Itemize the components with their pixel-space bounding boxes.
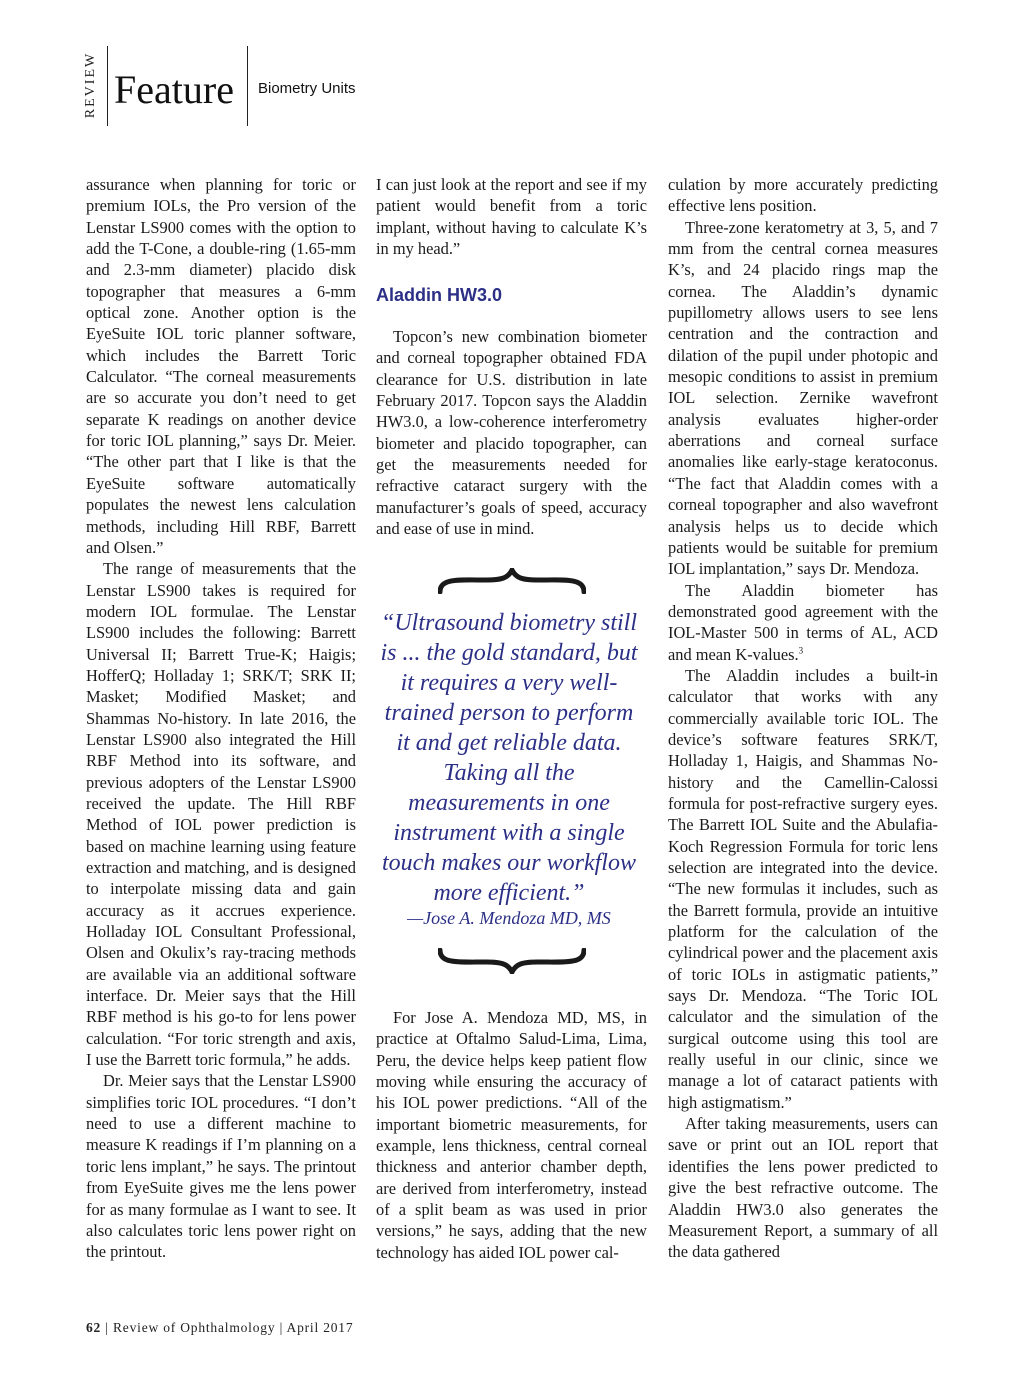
- article-column-2-bottom: [376, 1007, 647, 1263]
- footer-separator: |: [279, 1320, 284, 1335]
- page-number: 62: [86, 1320, 102, 1335]
- section-tag-review: [80, 44, 102, 126]
- article-column-3: [668, 174, 938, 1263]
- paragraph: culation by more accurately predicting effective lens position.: [668, 175, 938, 216]
- page-footer: [86, 1320, 353, 1336]
- publication-name: Review of Ophthalmology: [113, 1320, 276, 1335]
- paragraph: The Aladdin includes a built-in calculator that works with any commercially available toric IOL. The device’s software features SRK/T, Holladay 1, Haigis, and Shammas No-history and the Camellin-Calossi formula for post-refractive surgery eyes. The Barrett IOL Suite and the Abulafia-Koch Regression Formula for toric lens selection are integrated into the device. “The new formulas it includes, such as the Barrett formula, provide an intuitive platform for the calculation of the cylindrical power and the placement axis of toric IOLs in astigmatic patients,” says Dr. Mendoza. “The Toric IOL calculator and the simulation of the surgical outcome using this tool are really useful in our clinic, since we manage a lot of cataract patients with high astigmatism.”: [668, 665, 938, 1112]
- article-column-2-top: [376, 174, 647, 259]
- header-divider-left: [107, 46, 108, 126]
- subhead-aladdin: Aladdin HW3.0: [376, 285, 503, 305]
- article-column-2-middle: [376, 326, 647, 539]
- feature-title: Feature: [114, 67, 234, 112]
- open-brace-icon: [438, 568, 586, 594]
- paragraph: assurance when planning for toric or premium IOLs, the Pro version of the Lenstar LS900 comes with the option to add the T-Cone, a double-ring (1.65-mm and 2.3-mm diameter) placido disk topographer that measures a 6-mm optical zone. Another option is the EyeSuite IOL toric planner software, which includes the Barrett Toric Calculator. “The corneal measurements are so accurate you don’t need to get separate K readings on another device for toric IOL planning,” says Dr. Meier. “The other part that I like is that the EyeSuite software automatically populates the newest lens calculation methods, including Hill RBF, Barrett and Olsen.”: [86, 175, 356, 557]
- paragraph: For Jose A. Mendoza MD, MS, in practice at Oftalmo Salud-Lima, Lima, Peru, the device helps keep patient flow moving while ensuring the accuracy of his IOL power predictions. “All of the important biometric measurements, for example, lens thickness, central corneal thickness and anterior chamber depth, are derived from interferometry, instead of a split beam as was used in prior versions,” he says, adding that the new technology has aided IOL power cal-: [376, 1008, 647, 1262]
- paragraph: [668, 580, 938, 665]
- pull-quote: “Ultrasound biometry still is ... the gold standard, but it requires a very well-trained person to perform it and get reliable data. Taking all the measurements in one instrument with a single touch makes our workflow more efficient.”: [380, 610, 638, 906]
- pull-quote-attribution: —Jose A. Mendoza MD, MS: [407, 908, 611, 928]
- close-brace-icon: [438, 948, 586, 974]
- footer-separator: |: [105, 1320, 109, 1335]
- issue-date: April 2017: [286, 1320, 354, 1335]
- paragraph: The range of measurements that the Lenstar LS900 takes is required for modern IOL formulae. The Lenstar LS900 includes the following: Barrett Universal II; Barrett True-K; Haigis; HofferQ; Holladay 1; SRK/T; SRK II; Masket; Modified Masket; and Shammas No-history. In late 2016, the Lenstar LS900 also integrated the Hill RBF Method into its software, and previous adopters of the Lenstar LS900 received the update. The Hill RBF Method of IOL power prediction is based on machine learning using feature extraction and matching, and is designed to interpolate missing data and gain accuracy as it accrues experience. Holladay IOL Consultant Professional, Olsen and Okulix’s ray-tracing methods are available via an additional software interface. Dr. Meier says that the Hill RBF method is his go-to for lens power calculation. “For toric strength and axis, I use the Barrett toric formula,” he adds.: [86, 559, 356, 1070]
- review-label: REVIEW: [83, 51, 98, 119]
- paragraph: Dr. Meier says that the Lenstar LS900 simplifies toric IOL procedures. “I don’t need to use a different machine to measure K readings if I’m planning on a toric lens implant,” he says. The printout from EyeSuite gives me the lens power for as many formulae as I want to see. It also calculates toric lens power right on the printout.: [86, 1071, 356, 1262]
- paragraph: I can just look at the report and see if my patient would benefit from a toric implant, without having to calculate K’s in my head.”: [376, 175, 647, 259]
- article-column-1: [86, 174, 356, 1263]
- paragraph: Three-zone keratometry at 3, 5, and 7 mm from the central cornea measures K’s, and 24 placido rings map the cornea. The Aladdin’s dynamic pupillometry allows users to see lens centration and the contraction and dilation of the pupil under photopic and mesopic conditions to assist in premium IOL selection. Zernike wavefront analysis evaluates higher-order aberrations and corneal surface anomalies like early-stage keratoconus. “The fact that Aladdin comes with a corneal topographer and also wavefront analysis helps us to decide which patients would be suitable for premium IOL implantation,” says Dr. Mendoza.: [668, 217, 938, 579]
- header-divider-right: [247, 46, 248, 126]
- paragraph: After taking measurements, users can save or print out an IOL report that identifies the lens power predicted to give the best refractive outcome. The Aladdin HW3.0 also generates the Measurement Report, a summary of all the data gathered: [668, 1114, 938, 1262]
- paragraph: Topcon’s new combination biometer and corneal topographer obtained FDA clearance for U.S. distribution in late February 2017. Topcon says the Aladdin HW3.0, a low-coherence interferometry biometer and placido topographer, can get the measurements needed for refractive cataract surgery with the manufacturer’s goals of speed, accuracy and ease of use in mind.: [376, 327, 647, 539]
- section-title: Biometry Units: [258, 80, 356, 97]
- reference-number: 3: [798, 645, 804, 656]
- paragraph-text: The Aladdin biometer has demonstrated good agreement with the IOL-Master 500 in terms of AL, ACD and mean K-values.: [668, 580, 938, 664]
